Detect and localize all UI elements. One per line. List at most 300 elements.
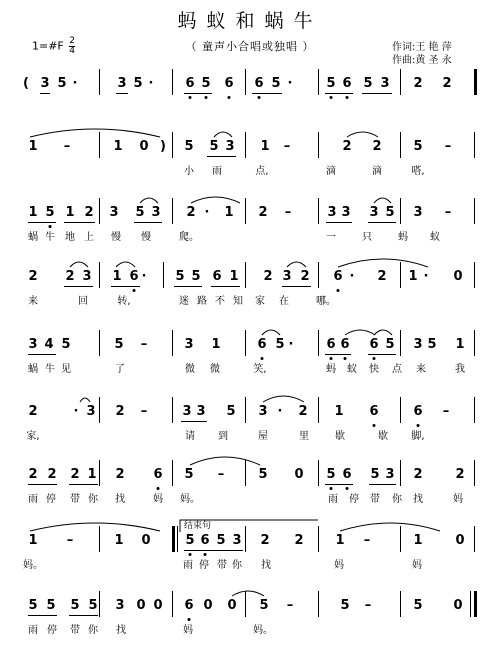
note-8-6: 0 [153,598,163,613]
note-1-7: 3 [225,139,235,154]
lyric-5-4: 里 [299,431,309,442]
note-7-10: 1 [335,533,345,548]
note-8-9: 0 [227,598,237,613]
lyric-6-9: 带 [370,494,380,505]
note-4-13: 5 [385,337,395,352]
barline [318,397,319,423]
barline [474,397,475,423]
note-8-8: 0 [203,598,213,613]
octave-dot [330,487,333,490]
beam-line [325,484,353,485]
beam-line [28,615,57,616]
note-4-12: 6 [369,337,379,352]
note-8-4: 3 [115,598,125,613]
lyric-6-7: 雨 [328,494,338,505]
lyric-5-3: 屋 [258,431,268,442]
note-0-6: · [148,76,154,91]
note-1-8: 1 [260,139,270,154]
beam-line [28,484,57,485]
note-6-11: 6 [342,467,352,482]
barline [245,460,246,486]
barline [99,397,100,423]
note-3-4: 6 [129,269,139,284]
beam-line [282,286,311,287]
barline [470,591,471,617]
note-0-5: 5 [133,76,143,91]
lyric-6-1: 停 [46,494,56,505]
note-3-10: 2 [263,269,273,284]
lyric-7-3: 带 [217,560,227,571]
slur [30,523,160,531]
lyric-3-8: 在 [279,296,289,307]
note-4-10: 6 [326,337,336,352]
barline [400,262,401,288]
note-4-14: 3 [413,337,423,352]
octave-dot [49,225,52,228]
octave-dot [189,553,192,556]
note-0-15: 5 [363,76,373,91]
note-0-16: 3 [380,76,390,91]
key-signature [32,37,75,56]
note-5-2: 3 [86,404,96,419]
slur [340,523,440,531]
note-6-2: 2 [70,467,80,482]
octave-dot [204,553,207,556]
note-4-9: · [288,337,294,352]
slur [191,197,240,203]
note-8-14: 5 [413,598,423,613]
lyric-1-4: 滴 [372,166,382,177]
octave-dot [330,357,333,360]
lyric-4-12: 我 [455,364,465,375]
lyric-3-4: 路 [197,296,207,307]
barline [245,526,246,552]
note-7-0: 1 [28,533,38,548]
note-2-16: 3 [413,205,423,220]
note-2-13: 3 [341,205,351,220]
note-5-4: – [140,404,148,419]
note-7-3: 0 [141,533,151,548]
note-0-13: 5 [326,76,336,91]
note-7-13: 0 [455,533,465,548]
note-5-7: 5 [226,404,236,419]
note-1-6: 5 [209,139,219,154]
note-6-1: 2 [47,467,57,482]
note-1-5: 5 [184,139,194,154]
note-7-4: 5 [185,533,195,548]
lyric-3-3: 迷 [179,296,189,307]
note-6-8: 5 [258,467,268,482]
note-2-0: 1 [28,205,38,220]
octave-dot [346,487,349,490]
note-2-5: 5 [135,205,145,220]
lyric-1-0: 小 [184,166,194,177]
note-8-3: 5 [88,598,98,613]
barline [400,69,401,95]
note-7-1: – [66,533,74,548]
slur [116,262,135,267]
barline [245,69,246,95]
note-5-9: · [277,404,283,419]
note-7-5: 6 [200,533,210,548]
lyric-3-7: 家 [255,296,265,307]
note-6-0: 2 [28,467,38,482]
note-2-9: 1 [224,205,234,220]
beam-line [325,93,353,94]
barline [318,330,319,356]
note-8-10: 5 [259,598,269,613]
beam-line [325,354,351,355]
barline [400,591,401,617]
octave-dot [417,424,420,427]
note-4-0: 3 [28,337,38,352]
lyric-5-0: 家, [26,431,40,442]
note-1-4: ) [160,139,166,154]
beam-line [368,222,396,223]
lyric-2-8: 只 [362,232,372,243]
lyric-7-1: 雨 [183,560,193,571]
lyric-2-6: 爬。 [179,232,199,243]
note-2-15: 5 [385,205,395,220]
barline [172,397,173,423]
lyric-5-2: 到 [218,431,228,442]
barline [318,591,319,617]
note-6-4: 2 [115,467,125,482]
barline [99,132,100,158]
barline [318,526,319,552]
note-6-5: 6 [153,467,163,482]
note-6-14: 2 [413,467,423,482]
lyric-2-1: 牛 [45,232,55,243]
song-title: 蚂蚁和蜗牛 [177,10,323,32]
lyric-4-5: 微 [210,364,220,375]
lyric-6-8: 停 [349,494,359,505]
lyric-5-6: 歇 [378,431,388,442]
lyric-2-2: 地 [65,232,75,243]
note-0-14: 6 [342,76,352,91]
lyric-7-6: 妈 [334,560,344,571]
slur [214,132,232,137]
lyric-7-5: 找 [261,560,271,571]
note-4-11: 6 [340,337,350,352]
note-4-15: 5 [427,337,437,352]
song-subtitle: （ 童声小合唱或独唱 ） [185,40,315,53]
beam-line [69,615,98,616]
note-2-8: · [204,205,210,220]
note-3-15: 2 [377,269,387,284]
key-label: 1=#F [32,39,64,53]
lyric-4-2: 见 [61,364,71,375]
note-2-7: 2 [186,205,196,220]
note-3-6: 5 [175,269,185,284]
barline [400,397,401,423]
lyric-2-7: 一 [326,232,336,243]
note-3-12: 2 [300,269,310,284]
note-3-7: 5 [191,269,201,284]
barline [177,526,178,552]
note-6-13: 3 [385,467,395,482]
lyric-8-6: 妈。 [253,625,273,636]
note-1-9: – [283,139,291,154]
note-2-17: – [444,205,452,220]
note-0-8: 5 [201,76,211,91]
note-0-12: · [287,76,293,91]
note-7-9: 2 [294,533,304,548]
barline [99,526,100,552]
note-3-11: 3 [282,269,292,284]
beam-line [369,484,396,485]
note-5-3: 2 [115,404,125,419]
note-0-7: 6 [185,76,195,91]
lyric-3-6: 知 [233,296,243,307]
lyric-6-2: 带 [70,494,80,505]
note-1-0: 1 [28,139,38,154]
note-2-12: 3 [327,205,337,220]
lyric-2-10: 蚁 [430,232,440,243]
note-5-12: 6 [369,404,379,419]
barline [172,460,173,486]
note-3-8: 6 [212,269,222,284]
note-5-14: – [442,404,450,419]
barline [474,460,475,486]
note-0-2: 5 [57,76,67,91]
note-6-3: 1 [87,467,97,482]
barline [318,460,319,486]
note-3-0: 2 [28,269,38,284]
note-8-15: 0 [453,598,463,613]
note-6-7: – [217,467,225,482]
note-4-2: 5 [61,337,71,352]
lyric-5-5: 歇 [335,431,345,442]
note-3-3: 1 [112,269,122,284]
note-8-11: – [286,598,294,613]
barline [99,330,100,356]
lyric-5-7: 脚, [411,431,425,442]
note-8-2: 5 [70,598,80,613]
octave-dot [346,96,349,99]
lyric-3-1: 回 [78,296,88,307]
note-5-8: 3 [258,404,268,419]
note-4-1: 4 [44,337,54,352]
lyric-1-1: 雨 [212,166,222,177]
note-0-0: ( [23,76,29,91]
lyric-4-10: 点 [392,364,402,375]
barline [318,132,319,158]
note-3-5: · [141,269,147,284]
octave-dot [337,289,340,292]
slur [345,330,375,335]
note-3-9: 1 [229,269,239,284]
note-0-18: 2 [442,76,452,91]
slur [262,330,280,335]
note-7-12: 1 [413,533,423,548]
lyric-4-8: 蚁 [347,364,357,375]
note-3-2: 3 [82,269,92,284]
note-5-5: 3 [182,404,192,419]
note-3-13: 6 [333,269,343,284]
barline [474,132,475,158]
beam-line [207,156,236,157]
note-7-6: 5 [216,533,226,548]
time-bottom: 4 [69,46,75,56]
slur [347,132,378,137]
lyric-2-5: 慢 [141,232,151,243]
barline [245,198,246,224]
barline [400,460,401,486]
note-4-4: – [140,337,148,352]
barline [172,69,173,95]
beam-line [40,93,50,94]
beam-line [64,222,95,223]
note-6-10: 5 [326,467,336,482]
lyric-6-10: 你 [392,494,402,505]
barline [99,460,100,486]
lyric-4-11: 来 [416,364,426,375]
lyric-2-4: 慢 [111,232,121,243]
note-4-5: 3 [184,337,194,352]
note-1-1: – [63,139,71,154]
note-8-12: 5 [340,598,350,613]
barline [474,69,477,95]
slur [140,198,158,203]
octave-dot [258,96,261,99]
lyric-1-5: 嗒, [411,166,425,177]
lyric-4-9: 快 [369,364,379,375]
barline [172,198,173,224]
lyric-8-1: 停 [47,625,57,636]
note-1-11: 2 [372,139,382,154]
lyric-3-9: 哪。 [316,296,336,307]
lyric-6-11: 找 [413,494,423,505]
octave-dot [344,357,347,360]
lyric-4-4: 微 [185,364,195,375]
slur [232,591,264,596]
lyric-4-6: 笑, [253,364,267,375]
note-0-4: 3 [117,76,127,91]
barline [474,330,475,356]
lyric-6-12: 妈 [453,494,463,505]
barline [245,397,246,423]
note-3-18: 0 [453,269,463,284]
barline [400,198,401,224]
note-0-1: 3 [40,76,50,91]
octave-dot [189,96,192,99]
ending-marker: 结束句 [184,521,212,531]
note-4-16: 1 [455,337,465,352]
note-7-2: 1 [114,533,124,548]
barline [245,330,246,356]
lyric-6-6: 妈。 [180,494,200,505]
octave-dot [261,357,264,360]
note-7-7: 3 [232,533,242,548]
lyric-4-7: 蚂 [326,364,336,375]
note-1-10: 2 [342,139,352,154]
note-8-7: 6 [184,598,194,613]
lyric-3-5: 不 [215,296,225,307]
barline [474,262,475,288]
note-5-11: 1 [334,404,344,419]
note-1-2: 1 [113,139,123,154]
lyric-6-3: 你 [88,494,98,505]
beam-line [211,286,240,287]
lyric-7-7: 妈 [412,560,422,571]
lyric-8-2: 带 [70,625,80,636]
note-8-5: 0 [136,598,146,613]
note-3-17: · [423,269,429,284]
beam-line [326,222,352,223]
note-2-11: – [284,205,292,220]
note-6-6: 5 [184,467,194,482]
octave-dot [188,618,191,621]
barline [172,330,173,356]
note-2-3: 2 [84,205,94,220]
barline [474,526,475,552]
beam-line [252,93,282,94]
note-0-10: 6 [254,76,264,91]
beam-line [28,354,56,355]
note-5-13: 6 [413,404,423,419]
beam-line [28,222,56,223]
note-7-11: – [363,533,371,548]
lyric-1-2: 点, [255,166,269,177]
note-0-9: 6 [224,76,234,91]
slur [263,396,304,402]
beam-line [184,550,243,551]
beam-line [362,93,392,94]
note-1-13: – [444,139,452,154]
lyric-7-0: 妈。 [23,560,43,571]
lyric-8-4: 找 [116,625,126,636]
lyric-3-2: 转, [117,296,131,307]
barline [400,132,401,158]
note-2-2: 1 [65,205,75,220]
time-top: 2 [69,36,75,46]
beam-line [174,286,202,287]
note-0-11: 5 [271,76,281,91]
lyric-8-0: 雨 [28,625,38,636]
lyric-3-0: 来 [28,296,38,307]
barline [99,198,100,224]
barline [400,330,401,356]
lyric-4-0: 蜗 [28,364,38,375]
note-5-6: 3 [196,404,206,419]
slur [374,198,391,203]
time-signature [69,37,75,56]
note-5-0: 2 [28,404,38,419]
lyric-1-3: 滴 [326,166,336,177]
note-0-3: · [72,76,78,91]
beam-line [184,93,212,94]
note-1-12: 5 [413,139,423,154]
slur [80,398,90,402]
barline [245,132,246,158]
lyric-6-0: 雨 [28,494,38,505]
note-8-0: 5 [28,598,38,613]
slur [287,262,306,267]
note-6-9: 0 [294,467,304,482]
octave-dot [133,289,136,292]
octave-dot [373,424,376,427]
barline [318,198,319,224]
barline [245,262,246,288]
note-5-10: 2 [298,404,308,419]
note-8-13: – [364,598,372,613]
lyric-8-3: 你 [88,625,98,636]
beam-line [111,286,140,287]
lyric-4-3: 了 [115,364,125,375]
note-1-3: 0 [139,139,149,154]
barline [318,262,319,288]
